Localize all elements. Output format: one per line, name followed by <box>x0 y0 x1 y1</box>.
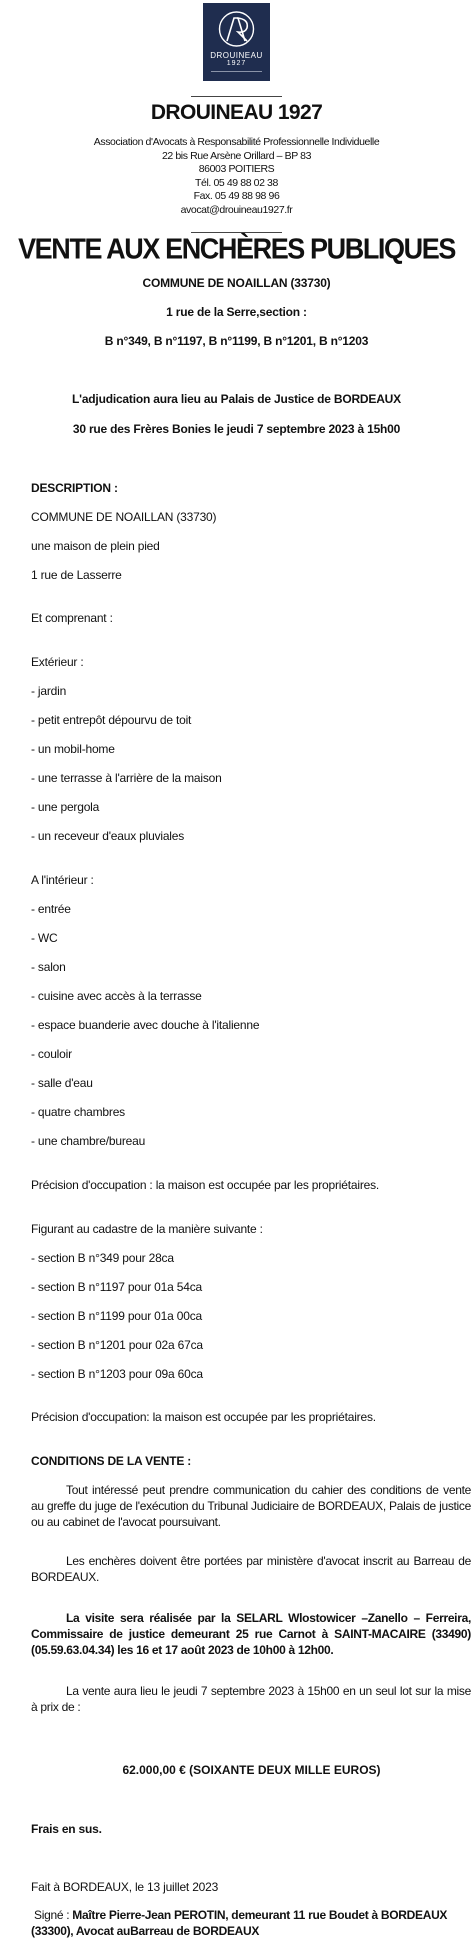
list-item: - WC <box>31 931 58 945</box>
list-item: - section B n°1199 pour 01a 00ca <box>31 1309 202 1323</box>
firm-street: 22 bis Rue Arsène Orillard – BP 83 <box>161 149 312 162</box>
firm-phone: Tél. 05 49 88 02 38 <box>195 176 278 189</box>
logo-tagline <box>211 71 262 75</box>
list-item: - couloir <box>31 1047 72 1061</box>
logo-brand: DROUINEAU <box>210 51 263 60</box>
list-item: - section B n°1197 pour 01a 54ca <box>31 1280 202 1294</box>
signed-prefix: Signé : <box>34 1908 73 1922</box>
header-commune: COMMUNE DE NOAILLAN (33730) <box>142 276 331 290</box>
conditions-paragraph: Les enchères doivent être portées par ministère d'avocat inscrit au Barreau de BORDEAUX. <box>31 1554 471 1584</box>
exterior-heading: Extérieur : <box>31 655 84 669</box>
list-item: - quatre chambres <box>31 1105 125 1119</box>
list-item: - un mobil-home <box>31 742 115 756</box>
header-address: 1 rue de la Serre,section : <box>166 305 307 319</box>
fees-note: Frais en sus. <box>31 1822 102 1836</box>
firm-name: DROUINEAU 1927 <box>150 101 323 124</box>
firm-logo <box>203 3 270 81</box>
list-item: - salon <box>31 960 66 974</box>
conditions-heading: CONDITIONS DE LA VENTE : <box>31 1454 192 1468</box>
list-item: - salle d'eau <box>31 1076 93 1090</box>
firm-contact-block <box>0 136 473 217</box>
firm-fax: Fax. 05 49 88 98 96 <box>193 190 280 202</box>
divider-top <box>191 96 282 97</box>
list-item: - section B n°1203 pour 09a 60ca <box>31 1367 203 1381</box>
conditions-paragraph: Tout intéressé peut prendre communication du cahier des conditions de vente au greffe du juge de l'exécution du Tribunal Judiciaire de BORDEAUX, Palais de justice ou au cabinet de l'avocat poursuivant. <box>31 1483 471 1529</box>
logo-year: 1927 <box>226 60 247 67</box>
list-item: - petit entrepôt dépourvu de toit <box>31 713 192 727</box>
firm-email: avocat@drouineau1927.fr <box>180 203 293 216</box>
page-title: VENTE AUX ENCHÈRES PUBLIQUES <box>18 233 455 265</box>
monogram-icon <box>203 9 270 49</box>
list-item: - section B n°1201 pour 02a 67ca <box>31 1338 203 1352</box>
comprising-label: Et comprenant : <box>31 611 113 625</box>
occupation-note: Précision d'occupation: la maison est occupée par les propriétaires. <box>31 1410 376 1424</box>
visit-paragraph: La visite sera réalisée par la SELARL Wlostowicer –Zanello – Ferreira, Commissaire de justice demeurant 25 rue Carnot à SAINT-MACAIRE (33490) (05.59.63.04.34) les 16 et 17 août 2023 de 10h00 à 12h00. <box>31 1611 471 1657</box>
list-item: - une terrasse à l'arrière de la maison <box>31 771 222 785</box>
description-heading: DESCRIPTION : <box>31 481 118 495</box>
signature-block <box>31 1907 471 1939</box>
done-at: Fait à BORDEAUX, le 13 juillet 2023 <box>31 1880 219 1894</box>
header-parcels: B n°349, B n°1197, B n°1199, B n°1201, B n°1203 <box>104 334 369 348</box>
starting-price: 62.000,00 € (SOIXANTE DEUX MILLE EUROS) <box>122 1763 381 1777</box>
interior-heading: A l'intérieur : <box>31 873 94 887</box>
list-item: - jardin <box>31 684 67 698</box>
header-adjudication: L'adjudication aura lieu au Palais de Justice de BORDEAUX <box>72 392 401 406</box>
occupation-note: Précision d'occupation : la maison est occupée par les propriétaires. <box>31 1178 380 1192</box>
description-line: une maison de plein pied <box>31 539 160 553</box>
header-date: 30 rue des Frères Bonies le jeudi 7 septembre 2023 à 15h00 <box>72 422 401 436</box>
list-item: - section B n°349 pour 28ca <box>31 1251 174 1265</box>
list-item: - cuisine avec accès à la terrasse <box>31 989 202 1003</box>
signed-lawyer: Maître Pierre-Jean PEROTIN, demeurant 11 rue Boudet à BORDEAUX (33300), Avocat auBarreau de BORDEAUX <box>31 1908 448 1938</box>
description-line: 1 rue de Lasserre <box>31 568 122 582</box>
list-item: - entrée <box>31 902 71 916</box>
sale-paragraph: La vente aura lieu le jeudi 7 septembre 2023 à 15h00 en un seul lot sur la mise à prix de : <box>31 1684 471 1714</box>
list-item: - espace buanderie avec douche à l'italienne <box>31 1018 260 1032</box>
firm-association: Association d'Avocats à Responsabilité Professionnelle Individuelle <box>93 136 380 148</box>
list-item: - un receveur d'eaux pluviales <box>31 829 185 843</box>
list-item: - une pergola <box>31 800 100 814</box>
firm-city: 86003 POITIERS <box>198 163 275 175</box>
cadastre-heading: Figurant au cadastre de la manière suivante : <box>31 1222 263 1236</box>
description-line: COMMUNE DE NOAILLAN (33730) <box>31 510 217 524</box>
list-item: - une chambre/bureau <box>31 1134 146 1148</box>
